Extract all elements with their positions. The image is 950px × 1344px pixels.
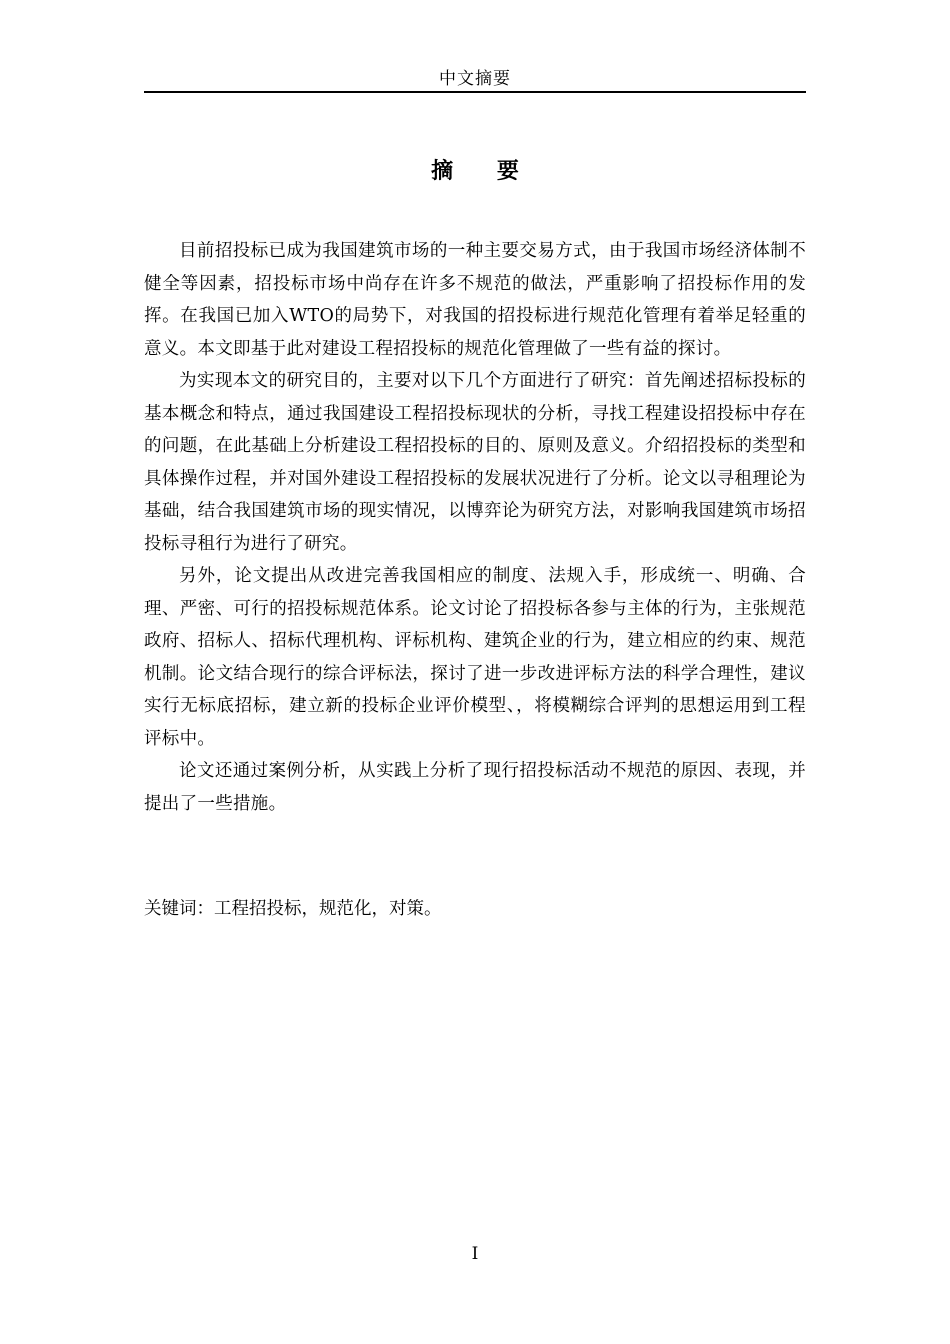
abstract-paragraph: 论文还通过案例分析，从实践上分析了现行招投标活动不规范的原因、表现，并提出了一些措施。 — [144, 761, 806, 814]
running-header: 中文摘要 — [439, 69, 511, 89]
keywords-text: 工程招投标，规范化，对策。 — [214, 899, 442, 919]
keywords — [144, 893, 806, 925]
abstract-paragraph: 为实现本文的研究目的，主要对以下几个方面进行了研究：首先阐述招标投标的基本概念和特点，通过我国建设工程招投标现状的分析，寻找工程建设招投标中存在的问题，在此基础上分析建设工程招投标的目的、原则及意义。介绍招投标的类型和具体操作过程，并对国外建设工程招投标的发展状况进行了分析。论文以寻租理论为基础，结合我国建筑市场的现实情况，以博弈论为研究方法，对影响我国建筑市场招投标寻租行为进行了研究。 — [144, 371, 806, 554]
abstract-paragraph: 目前招投标已成为我国建筑市场的一种主要交易方式，由于我国市场经济体制不健全等因素，招投标市场中尚存在许多不规范的做法，严重影响了招投标作用的发挥。在我国已加入WTO的局势下，对我国的招投标进行规范化管理有着举足轻重的意义。本文即基于此对建设工程招投标的规范化管理做了一些有益的探讨。 — [144, 241, 806, 359]
abstract-paragraph: 另外，论文提出从改进完善我国相应的制度、法规入手，形成统一、明确、合理、严密、可行的招投标规范体系。论文讨论了招投标各参与主体的行为，主张规范政府、招标人、招标代理机构、评标机构、建筑企业的行为，建立相应的约束、规范机制。论文结合现行的综合评标法，探讨了进一步改进评标方法的科学合理性，建议实行无标底招标，建立新的投标企业评价模型、，将模糊综合评判的思想运用到工程评标中。 — [144, 566, 806, 749]
abstract-body — [144, 235, 806, 820]
page-number: I — [471, 1244, 479, 1264]
abstract-title: 摘 要 — [431, 159, 537, 184]
keywords-label: 关键词： — [144, 899, 214, 919]
header-rule — [144, 91, 806, 93]
